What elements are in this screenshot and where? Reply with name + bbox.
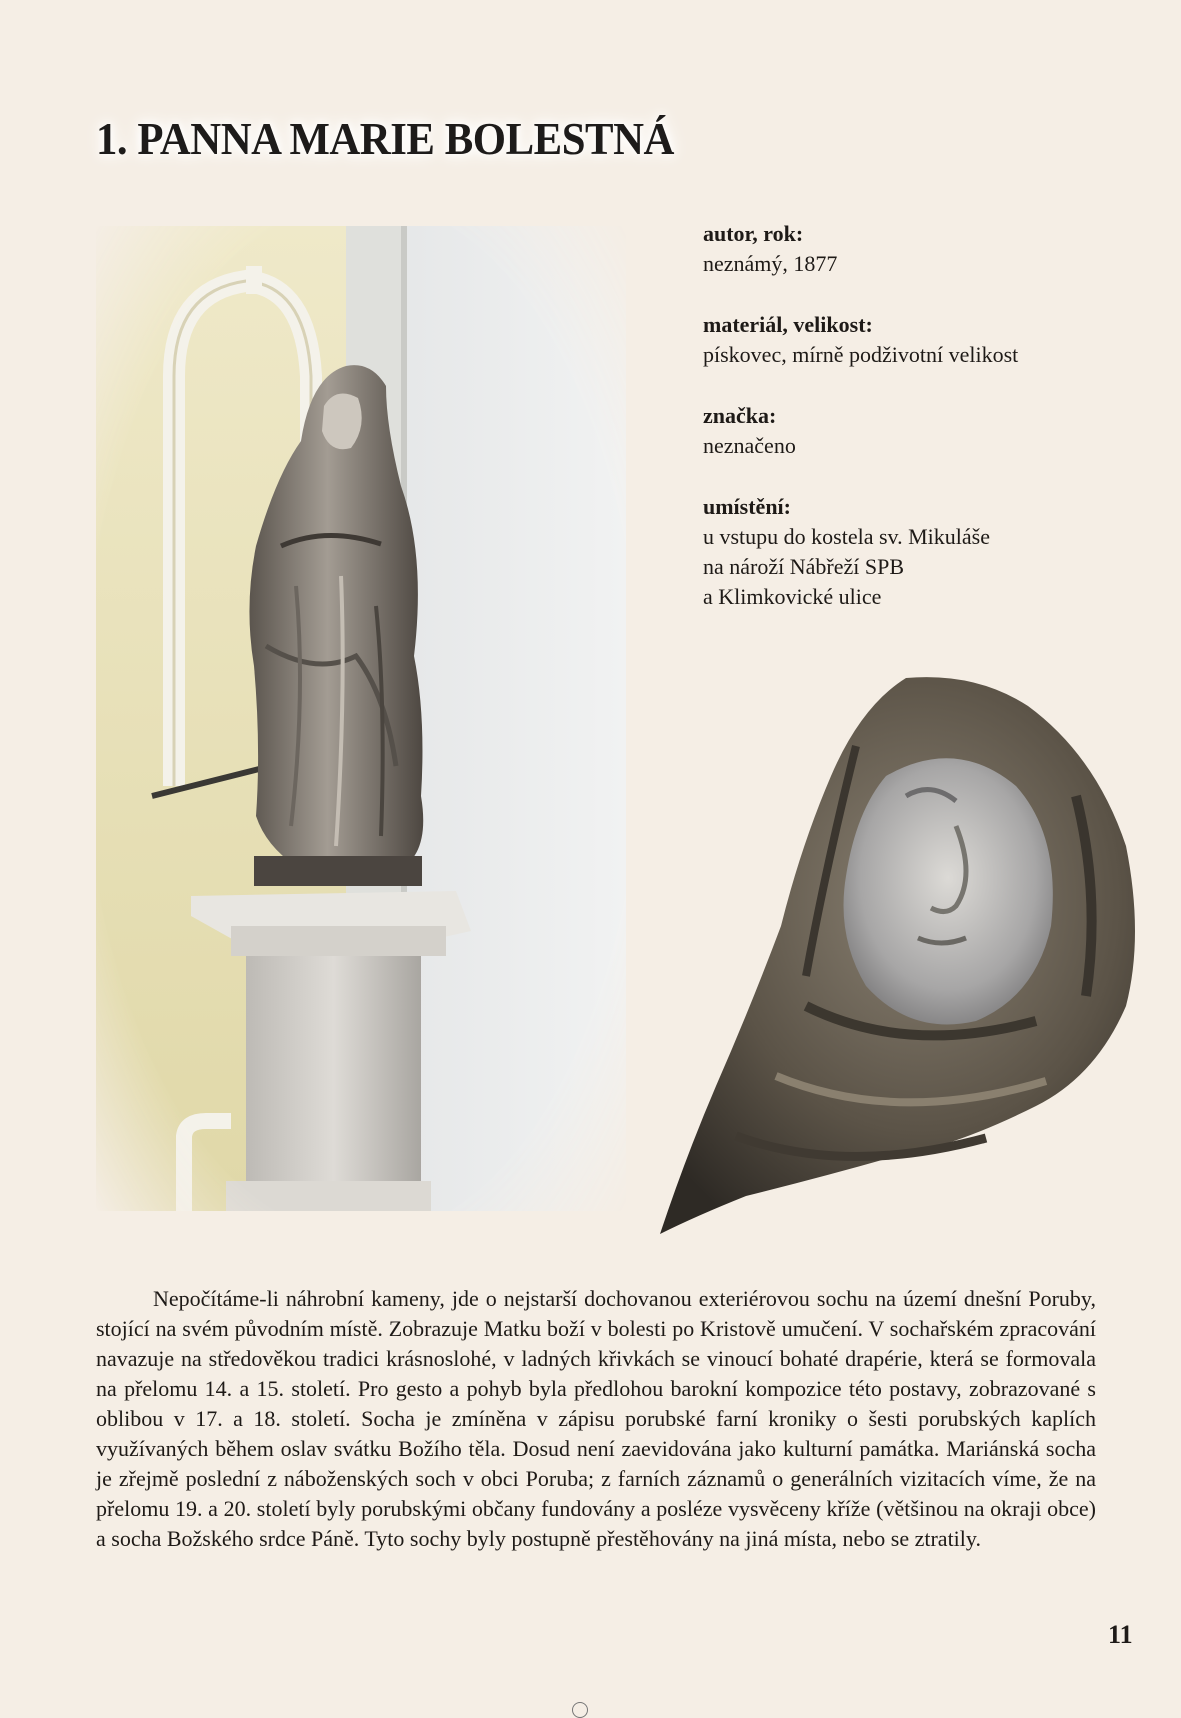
body-paragraph: Nepočítáme-li náhrobní kameny, jde o nejstarší dochovanou exteriérovou sochu na území dnešní Poruby, stojící na svém původním místě. Zobrazuje Matku boží v bolesti po Kristově umučení. V sochařském zpracování navazuje na středověkou tradici krásnoslohé, v ladných křivkách se vinoucí bohaté drapérie, která se formovala na přelomu 14. a 15. století. Pro gesto a pohyb byla předlohou barokní kompozice této postavy, zobrazované s oblibou v 17. a 18. století. Socha je zmíněna v zápisu porubské farní kroniky o šesti porubských kaplích využívaných během oslav svátku Božího těla. Dosud není zaevidována jako kulturní památka. Mariánská socha je zřejmě poslední z náboženských soch v obci Poruba; z farních záznamů o generálních vizitacích víme, že na přelomu 19. a 20. století byly porubskými občany fundovány a posléze vysvěceny kříže (většinou na okraji obce) a socha Božského srdce Páně. Tyto sochy byly postupně přestěhovány na jiná místa, nebo se ztratily. — [96, 1286, 1096, 1551]
info-value: neznačeno — [703, 433, 796, 458]
info-label: autor, rok: — [703, 221, 804, 246]
info-label: značka: — [703, 403, 777, 428]
info-value: pískovec, mírně podživotní velikost — [703, 342, 1019, 367]
info-value-line: a Klimkovické ulice — [703, 584, 882, 609]
page-title: 1. PANNA MARIE BOLESTNÁ — [96, 113, 674, 164]
info-label: materiál, velikost: — [703, 312, 873, 337]
statue-photo — [96, 226, 626, 1211]
info-value: neznámý, 1877 — [703, 251, 838, 276]
page-number: 11 — [1108, 1620, 1133, 1649]
info-value-line: u vstupu do kostela sv. Mikuláše — [703, 524, 990, 549]
face-detail-photo — [656, 676, 1144, 1236]
info-location — [703, 492, 1143, 612]
info-author-year — [703, 219, 1143, 279]
info-value-line: na nároží Nábřeží SPB — [703, 554, 904, 579]
registration-mark-icon — [572, 1702, 588, 1718]
info-label: umístění: — [703, 494, 791, 519]
info-panel — [703, 219, 1143, 643]
info-material-size — [703, 310, 1143, 370]
info-mark — [703, 401, 1143, 461]
